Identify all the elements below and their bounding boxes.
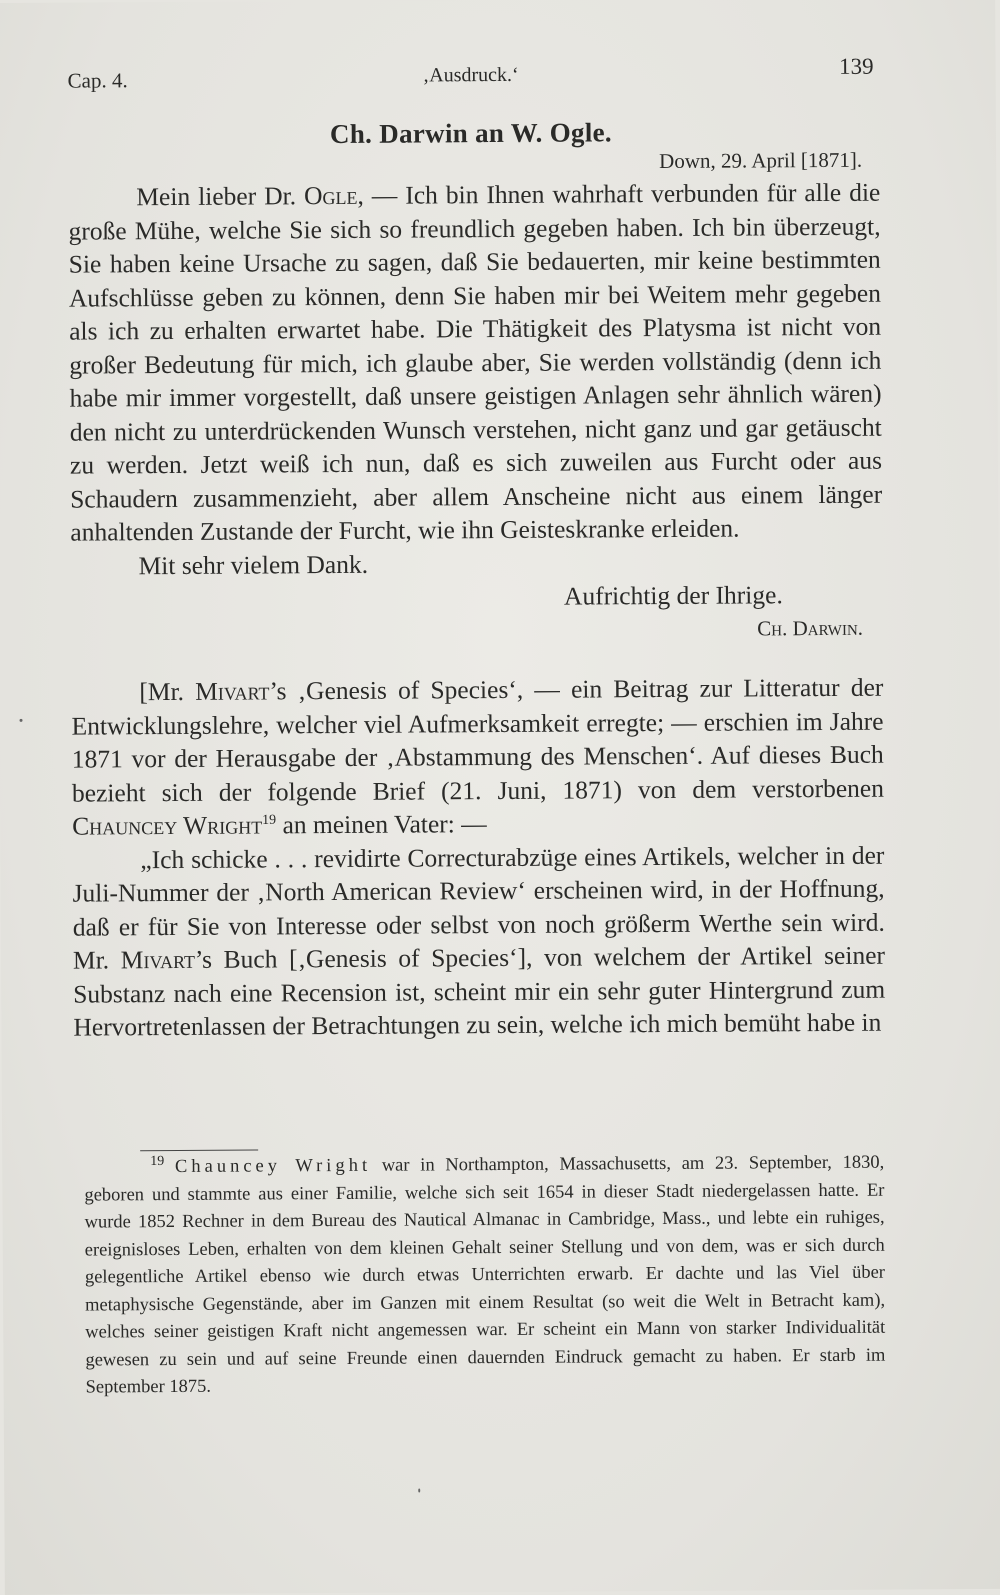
author-name: Mivart <box>120 944 196 975</box>
footnote-number: 19 <box>150 1153 165 1169</box>
quoted-text: ’s Buch [‚Genesis of Species‘], von welchem der Artikel seiner Substanz nach eine Recension ist, scheint mir ein sehr guter Hintergrund zum Hervortretenlassen der Betrachtungen zu sein, welche ich mich bemüht habe in <box>73 940 886 1042</box>
footnote <box>84 1150 885 1402</box>
footnote-reference: 19 <box>262 812 277 828</box>
editorial-paragraph <box>71 671 884 843</box>
letter-heading: Ch. Darwin an W. Ogle. <box>329 117 612 150</box>
page-number: 139 <box>838 53 874 79</box>
quoted-text: „Ich schicke . . . revidirte Correcturabzüge eines Artikels, welcher in der Juli-Nummer der ‚North American Review‘ erscheinen wird, in der Hoffnung, daß er für Sie von Interesse oder selbst von noch größerm Werthe sein wird. Mr. <box>72 840 885 975</box>
running-head <box>67 53 874 95</box>
footnote-rule <box>140 1149 258 1151</box>
person-name: Chauncey Wright <box>72 810 263 841</box>
letter-signature: Ch. Darwin. <box>757 615 864 640</box>
chapter-label: Cap. 4. <box>67 68 128 93</box>
footnote-person-name: Chauncey Wright <box>174 1155 372 1177</box>
editorial-text: an meinen Vater: — <box>276 809 487 840</box>
paper-speck <box>20 719 23 722</box>
quoted-letter-paragraph <box>72 838 885 1044</box>
editorial-text: [Mr. <box>139 676 196 707</box>
editorial-text: ’s ‚Genesis of Species‘, — ein Beitrag zur Litteratur der Entwicklungslehre, welcher viel Aufmerksamkeit erregte; — erschien im Jahre 1871 vor der Herausgabe der ‚Abstammung des Menschen‘. Auf dieses Buch bezieht sich der folgende Brief (21. Juni, 1871) von dem verstorbenen <box>71 672 885 808</box>
author-name: Mivart <box>195 676 270 706</box>
salutation-text: Mein lieber Dr. <box>136 181 305 212</box>
footnote-paragraph <box>84 1150 885 1402</box>
section-title: ‚Ausdruck.‘ <box>422 63 519 87</box>
letter-thanks: Mit sehr vielem Dank. <box>138 549 369 580</box>
letter-paragraph <box>68 176 882 549</box>
letter-dateline: Down, 29. April [1871]. <box>659 147 863 174</box>
recipient-name: Ogle <box>303 180 358 211</box>
letter-valediction: Aufrichtig der Ihrige. <box>563 580 783 611</box>
letter-body-text: , — Ich bin Ihnen wahrhaft verbunden für alle die große Mühe, welche Sie sich so freundlich gegeben haben. Ich bin überzeugt, Sie haben keine Ursache zu sagen, daß Sie bedauerten, mir keine bestimmten Aufschlüsse geben zu können, denn Sie haben mir bei Weitem mehr gegeben als ich zu erhalten erwartet habe. Die Thätigkeit des Platysma ist nicht von großer Bedeutung für mich, ich glaube aber, Sie werden vollständig (denn ich habe mir immer vorgestellt, daß unsere geistigen Anlagen sehr ähnlich wären) den nicht zu unterdrückenden Wunsch verstehen, nicht ganz und gar getäuscht zu werden. Jetzt weiß ich nun, daß es sich zuweilen aus Furcht oder aus Schaudern zusammenzieht, aber allem Anscheine nicht aus einem länger anhaltenden Zustande der Furcht, wie ihn Geisteskranke erleiden. <box>68 177 883 547</box>
paper-speck <box>418 1489 420 1493</box>
main-text <box>68 176 885 1044</box>
footnote-text: war in Northampton, Massachusetts, am 23. September, 1830, geboren und stammte aus einer Familie, welche sich seit 1654 in dieser Stadt niedergelassen hatte. Er wurde 1852 Rechner in dem Bureau des Nautical Almanac in Cambridge, Mass., und lebte ein ruhiges, ereignisloses Leben, erhalten von dem kleinen Gehalt seiner Stellung und von dem, was er sich durch gelegentliche Artikel ebenso wie durch etwas Unterrichten erwarb. Er dachte und las Viel über metaphysische Gegenstände, aber im Ganzen mit einem Resultat (so weit die Welt in Betracht kam), welches seiner geistigen Kraft nicht angemessen war. Er scheint ein Mann von starker Individualität gewesen zu sein und auf seine Freunde einen dauernden Eindruck gemacht zu haben. Er starb im September 1875. <box>84 1152 886 1398</box>
